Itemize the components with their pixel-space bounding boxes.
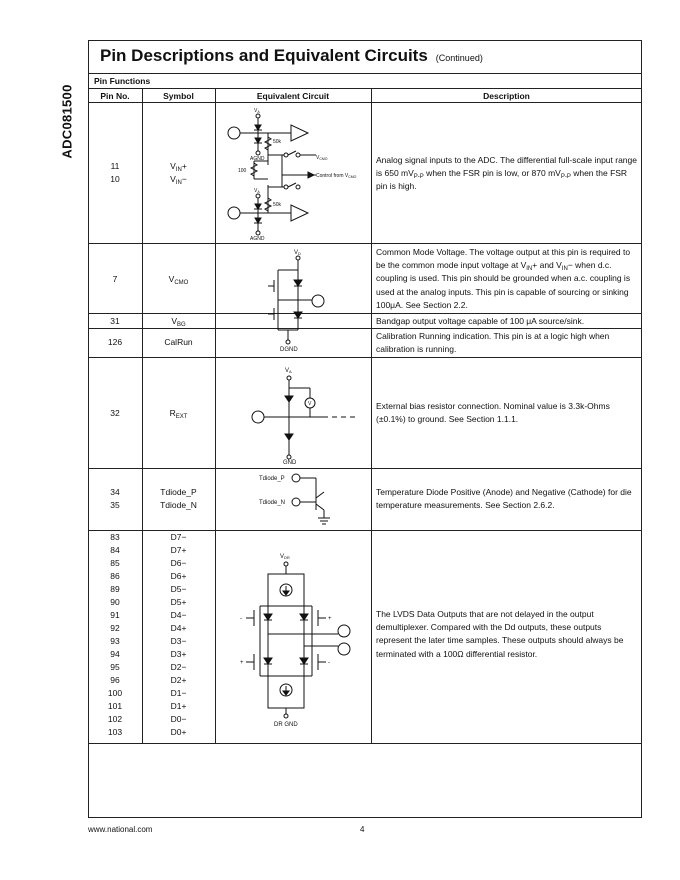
tdiode-p-label: Tdiode_P (259, 476, 285, 482)
svg-text:VA: $V_A$ (254, 188, 260, 194)
page-title (100, 46, 483, 66)
svg-text:+: + (240, 660, 244, 666)
pin-number: 126 (107, 337, 123, 347)
pin-number: 83 (110, 532, 120, 542)
symbol: $V_{BG}$ (171, 316, 186, 328)
footer-url[interactable]: www.national.com (88, 825, 153, 834)
part-number: ADC081500 (59, 84, 75, 159)
pin-number: 7 (112, 274, 118, 284)
symbol: D1− (170, 688, 187, 698)
symbol: D7− (170, 532, 187, 542)
pin-number: 89 (110, 584, 120, 594)
svg-text:100: 100 (238, 168, 247, 174)
description: Calibration Running indication. This pin is at a logic high when calibration is running. (376, 331, 610, 355)
rule (88, 468, 642, 469)
svg-text:50k: 50k (273, 139, 282, 145)
svg-text:VD: VD (294, 250, 301, 256)
symbol: D3− (170, 636, 187, 646)
pin-number: 31 (110, 316, 120, 326)
symbol: D0+ (170, 727, 187, 737)
svg-text:VCMO: $V_{CMO}$ (316, 155, 328, 161)
svg-text:-: - (240, 616, 242, 622)
header-symbol: Symbol (163, 91, 194, 101)
description: External bias resistor connection. Nominal value is 3.3k-Ohms (±0.1%) to ground. See Section 1.1.1. (376, 401, 610, 425)
rule (88, 243, 642, 244)
rule (88, 357, 642, 358)
vcmo-equivalent-circuit (250, 246, 340, 356)
pin-number: 92 (110, 623, 120, 633)
symbol: D6− (170, 558, 187, 568)
description: Common Mode Voltage. The voltage output at this pin is required to be the common mode input voltage at $V_{IN}+$ and $V_{IN}-$ when d.c. coupling is used. This pin should be grounded when a.c. coupling is used at the analog inputs. This pin is capable of sourcing or sinking 100μA. See Section 2.2. (376, 247, 631, 310)
svg-text:VDR: VDR (280, 554, 290, 560)
symbol: $V_{IN}-$ (170, 174, 187, 186)
symbol: D5+ (170, 597, 187, 607)
side-label (56, 40, 78, 210)
pin-number: 84 (110, 545, 120, 555)
header-description: Description (483, 91, 530, 101)
pin-number: 96 (110, 675, 120, 685)
symbol: $R_{EXT}$ (169, 408, 188, 420)
pin-number: 102 (107, 714, 123, 724)
svg-text:Control from VCMO: Control from $V_{CMO}$ (316, 173, 357, 179)
symbols (142, 531, 215, 739)
vin-equivalent-circuit (216, 103, 370, 243)
col-rule (371, 88, 372, 743)
symbol: D3+ (170, 649, 187, 659)
pin-number: 85 (110, 558, 120, 568)
svg-text:+: + (328, 616, 332, 622)
svg-text:DR GND: DR GND (274, 722, 298, 728)
symbol: D2+ (170, 675, 187, 685)
title-continued: (Continued) (435, 53, 483, 63)
symbol: $V_{CMO}$ (168, 274, 189, 286)
svg-text:50k: 50k (273, 202, 282, 208)
tdiode-equivalent-circuit (250, 470, 350, 528)
pin-number: 93 (110, 636, 120, 646)
svg-text:DGND: DGND (280, 347, 298, 353)
svg-text:GND: GND (283, 460, 297, 466)
symbol: D7+ (170, 545, 187, 555)
svg-text:V: V (308, 401, 312, 407)
symbol: D5− (170, 584, 187, 594)
symbols: Tdiode_P Tdiode_N (160, 487, 197, 510)
svg-text:AGND: AGND (250, 236, 265, 242)
tdiode-n-label: Tdiode_N (259, 500, 286, 506)
header-pin: Pin No. (100, 91, 130, 101)
svg-text:AGND: AGND (250, 156, 265, 162)
svg-text:-: - (328, 660, 330, 666)
pin-number: 95 (110, 662, 120, 672)
symbol: $V_{IN}+$ (170, 161, 187, 173)
symbols (142, 160, 215, 186)
pin-number: 94 (110, 649, 120, 659)
symbol: D2− (170, 662, 187, 672)
pin-numbers (88, 531, 142, 739)
pin-number: 103 (107, 727, 123, 737)
rule (88, 743, 642, 744)
title-text: Pin Descriptions and Equivalent Circuits (100, 46, 428, 65)
symbol: D4+ (170, 623, 187, 633)
pin-number: 90 (110, 597, 120, 607)
pin-numbers: 11 10 (110, 161, 120, 184)
svg-text:VA: VA (285, 368, 292, 374)
description: The LVDS Data Outputs that are not delayed in the output demultiplexer. Compared with the Dd outputs, these outputs represent the later time samples. These outputs should always be terminated with a 100Ω differential resistor. (376, 609, 624, 659)
symbol: D4− (170, 610, 187, 620)
header-circuit: Equivalent Circuit (256, 91, 330, 101)
symbol: CalRun (164, 337, 193, 347)
description: Temperature Diode Positive (Anode) and Negative (Cathode) for die temperature measurements. See Section 2.6.2. (376, 487, 632, 511)
symbol: D6+ (170, 571, 187, 581)
rule (88, 313, 642, 314)
pin-number: 100 (107, 688, 123, 698)
pin-number: 101 (107, 701, 123, 711)
section-title: Pin Functions (94, 76, 151, 86)
description: Bandgap output voltage capable of 100 μA source/sink. (376, 316, 585, 326)
svg-text:VA: $V_A$ (254, 108, 260, 114)
description: Analog signal inputs to the ADC. The differential full-scale input range is 650 $mV_{P-P}$ when the FSR pin is low, or 870 $mV_{P-P}$ when the FSR pin is high. (376, 155, 637, 192)
pin-number: 86 (110, 571, 120, 581)
pin-number: 32 (110, 408, 120, 418)
pin-number: 91 (110, 610, 120, 620)
rext-equivalent-circuit (248, 360, 368, 466)
rule (88, 73, 642, 74)
lvds-equivalent-circuit (232, 548, 362, 728)
symbol: D1+ (170, 701, 187, 711)
pin-numbers: 34 35 (110, 487, 120, 510)
rule (88, 88, 642, 89)
symbol: D0− (170, 714, 187, 724)
page-number: 4 (360, 825, 365, 834)
